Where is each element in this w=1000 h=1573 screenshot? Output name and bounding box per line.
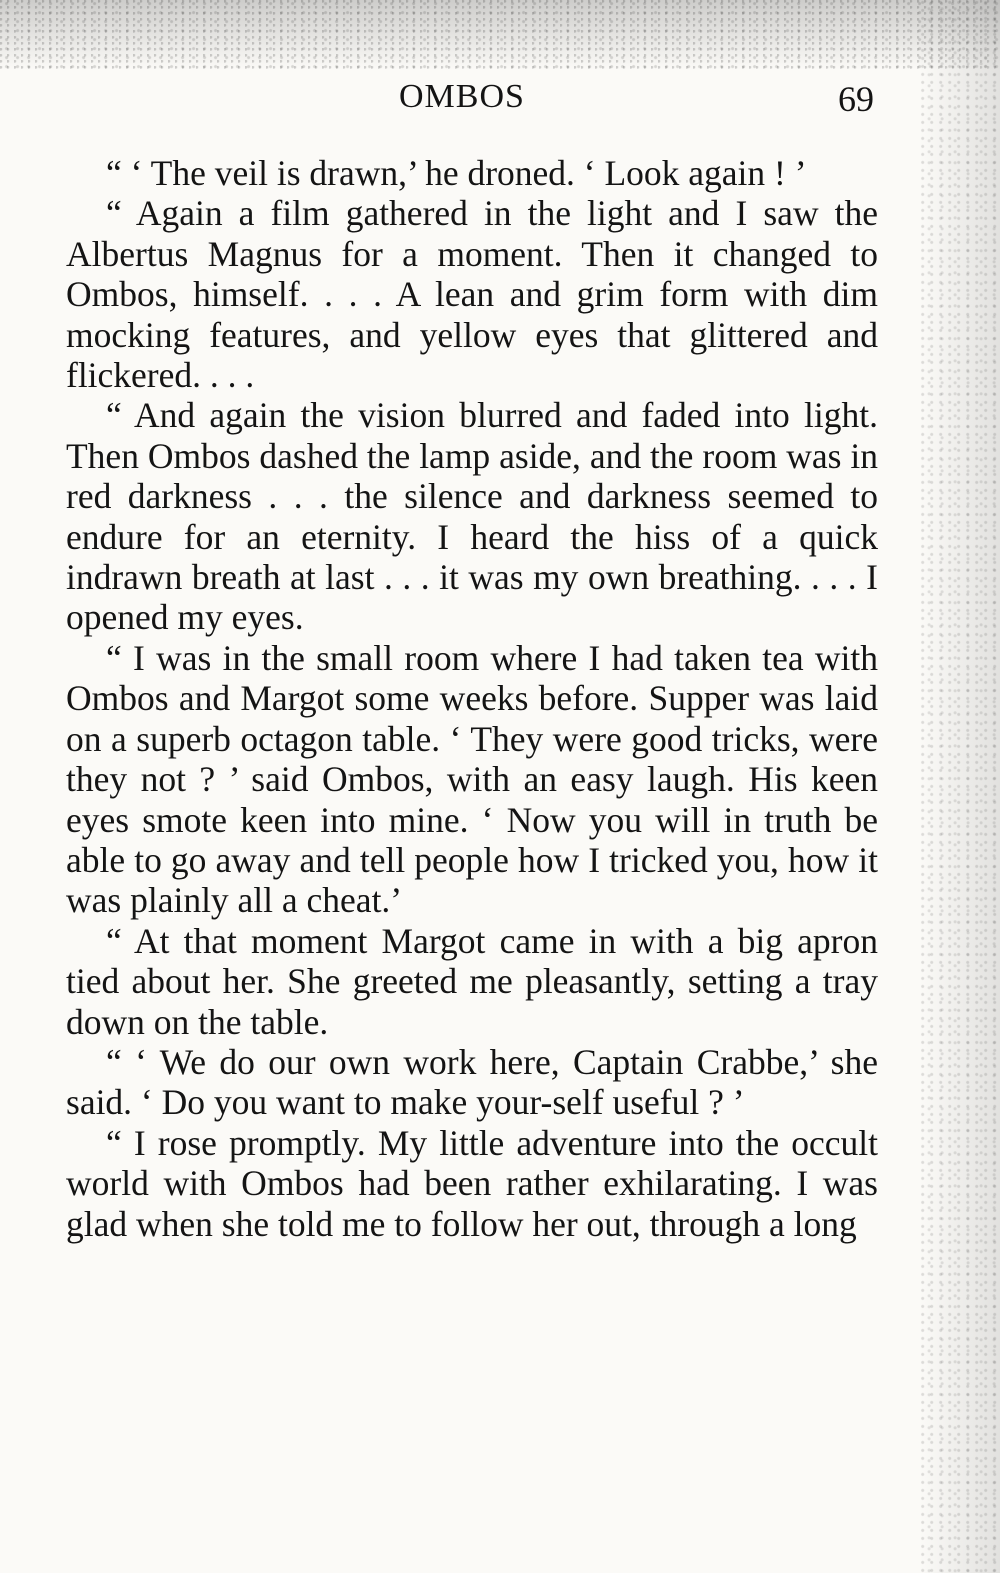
page-number: 69 bbox=[838, 79, 874, 119]
scan-edge-right bbox=[920, 0, 1000, 1573]
scan-edge-top bbox=[0, 0, 1000, 70]
paragraph: “ And again the vision blurred and faded into light. Then Ombos dashed the lamp aside, and the room was in red darkness . . . the silence and darkness seemed to endure for an eternity. I heard the hiss of a quick indrawn breath at last . . . it was my own breathing. . . . I opened my eyes. bbox=[66, 395, 878, 638]
body-text bbox=[66, 153, 878, 1244]
paragraph: “ I was in the small room where I had taken tea with Ombos and Margot some weeks before. Supper was laid on a superb octagon table. ‘ They were good tricks, were they not ? ’ said Ombos, with an easy laugh. His keen eyes smote keen into mine. ‘ Now you will in truth be able to go away and tell people how I tricked you, how it was plainly all a cheat.’ bbox=[66, 637, 878, 921]
paragraph: “ ‘ The veil is drawn,’ he droned. ‘ Look again ! ’ bbox=[106, 153, 807, 193]
running-title: OMBOS bbox=[399, 78, 525, 115]
paragraph: “ At that moment Margot came in with a big apron tied about her. She greeted me pleasantly, setting a tray down on the table. bbox=[66, 920, 878, 1042]
page-header bbox=[66, 78, 878, 122]
paragraph: “ I rose promptly. My little adventure into the occult world with Ombos had been rather exhilarating. I was glad when she told me to follow her out, through a long bbox=[66, 1122, 878, 1244]
paragraph: “ ‘ We do our own work here, Captain Crabbe,’ she said. ‘ Do you want to make your-self useful ? ’ bbox=[66, 1041, 878, 1123]
paragraph: “ Again a film gathered in the light and I saw the Albertus Magnus for a moment. Then it changed to Ombos, himself. . . . A lean and grim form with dim mocking features, and yellow eyes that glittered and flickered. . . . bbox=[66, 193, 878, 396]
